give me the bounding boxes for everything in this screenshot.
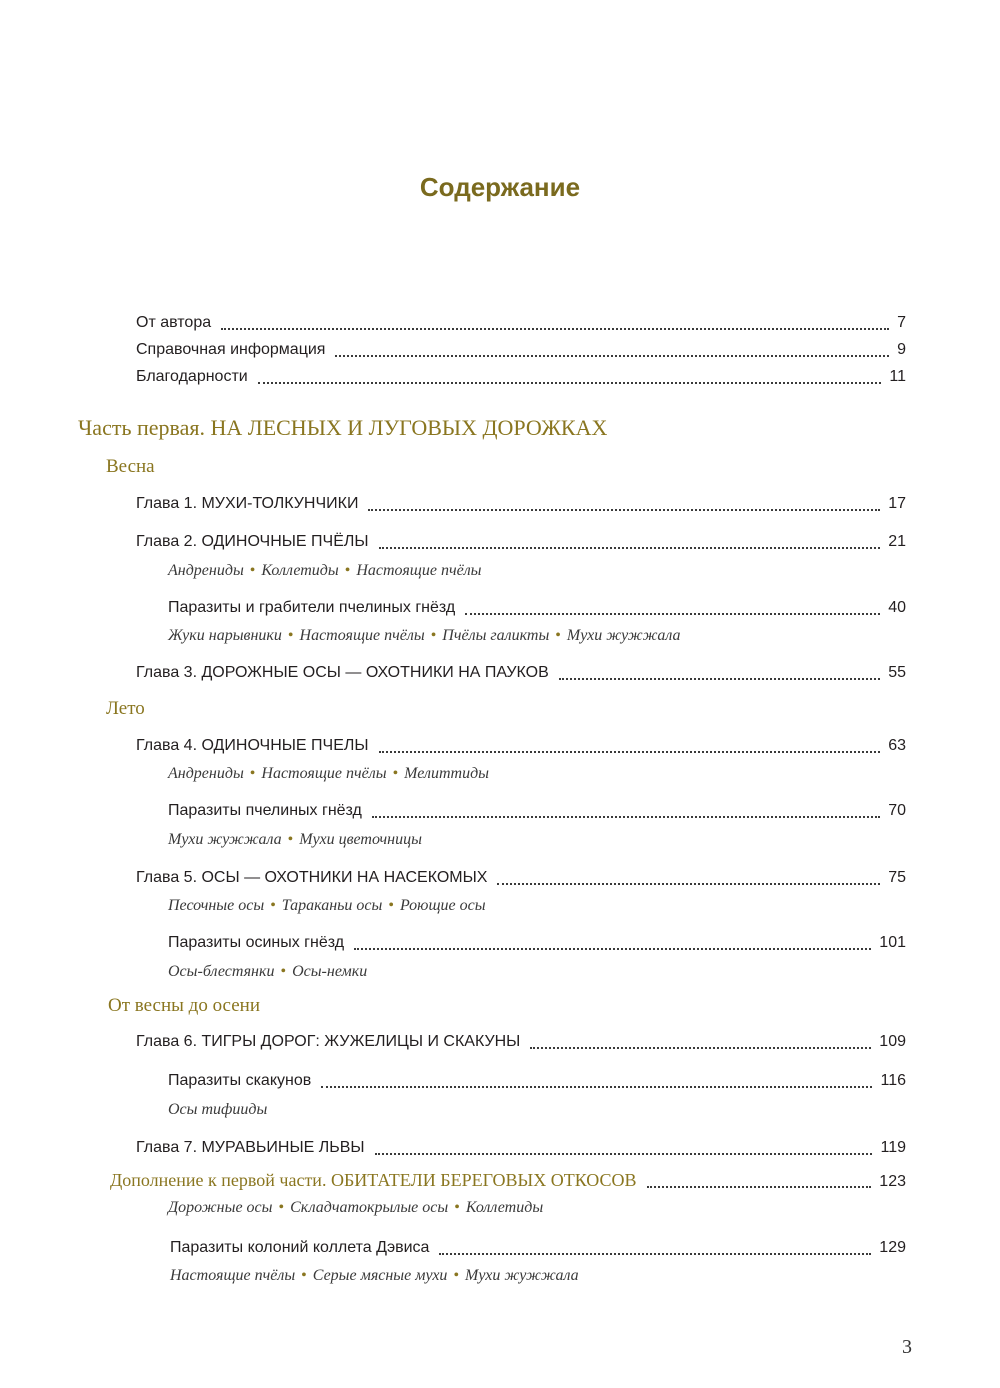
bullet-icon: • <box>287 831 294 848</box>
entry-page: 116 <box>880 1072 906 1089</box>
bullet-icon: • <box>392 765 399 782</box>
bullet-icon: • <box>287 627 294 644</box>
toc-entry-ch6[interactable] <box>136 1032 906 1052</box>
entry-label: Глава 2. ОДИНОЧНЫЕ ПЧЁЛЫ <box>136 533 369 550</box>
toc-entry-ch7[interactable] <box>136 1138 906 1158</box>
subtopic: Тараканьи осы <box>281 897 383 914</box>
subtopic: Дорожные осы <box>168 1199 273 1216</box>
bullet-icon: • <box>249 562 256 579</box>
subtopic: Мухи жужжала <box>566 627 681 644</box>
entry-page: 119 <box>880 1139 906 1156</box>
subtopics <box>168 626 681 646</box>
subtopics <box>168 1100 267 1120</box>
toc-entry-tiger-parasites[interactable] <box>168 1071 906 1091</box>
toc-entry-colletes-parasites[interactable] <box>170 1238 906 1258</box>
subtopic: Андрениды <box>168 562 244 579</box>
subtopics <box>168 1198 543 1218</box>
bullet-icon: • <box>270 897 276 914</box>
toc-entry-parasites-robbers[interactable] <box>168 598 906 618</box>
toc-entry-ch5[interactable] <box>136 868 906 888</box>
toc-entry-ch2[interactable] <box>136 532 906 552</box>
subtopics <box>168 561 482 581</box>
season-summer: Лето <box>106 698 145 719</box>
subtopic: Осы тифииды <box>168 1101 268 1118</box>
part-one-title[interactable]: Часть первая. НА ЛЕСНЫХ И ЛУГОВЫХ ДОРОЖКАХ <box>78 415 608 440</box>
toc-entry-reference[interactable] <box>136 340 906 360</box>
toc-entry-author[interactable] <box>136 313 906 333</box>
subtopic: Пчёлы галикты <box>442 627 550 644</box>
dot-leader <box>530 1047 871 1049</box>
dot-leader <box>321 1086 872 1088</box>
entry-page: 17 <box>888 495 906 512</box>
subtopic: Серые мясные мухи <box>312 1267 448 1284</box>
toc-entry-wasp-parasites[interactable] <box>168 933 906 953</box>
bullet-icon: • <box>453 1267 460 1284</box>
dot-leader <box>335 355 889 357</box>
entry-page: 9 <box>897 341 906 358</box>
entry-page: 21 <box>888 533 906 550</box>
entry-page: 75 <box>888 869 906 886</box>
toc-entry-ch3[interactable] <box>136 663 906 683</box>
entry-label: Паразиты пчелиных гнёзд <box>168 802 362 819</box>
dot-leader <box>559 678 880 680</box>
toc-entry-ch1[interactable] <box>136 494 906 514</box>
dot-leader <box>372 816 880 818</box>
entry-label: Глава 6. ТИГРЫ ДОРОГ: ЖУЖЕЛИЦЫ И СКАКУНЫ <box>136 1033 521 1050</box>
dot-leader <box>221 328 889 330</box>
subtopic: Складчатокрылые осы <box>290 1199 449 1216</box>
dot-leader <box>354 948 871 950</box>
entry-label: Справочная информация <box>136 341 326 358</box>
toc-entry-ch4[interactable] <box>136 736 906 756</box>
dot-leader <box>465 613 880 615</box>
subtopic: Настоящие пчёлы <box>356 562 482 579</box>
entry-label: Дополнение к первой части. ОБИТАТЕЛИ БЕРЕГОВЫХ ОТКОСОВ <box>110 1170 637 1190</box>
toc-entry-thanks[interactable] <box>136 367 906 387</box>
entry-label: Глава 5. ОСЫ — ОХОТНИКИ НА НАСЕКОМЫХ <box>136 869 488 886</box>
entry-label: Паразиты осиных гнёзд <box>168 934 345 951</box>
dot-leader <box>439 1253 871 1255</box>
dot-leader <box>368 509 880 511</box>
dot-leader <box>258 382 882 384</box>
entry-page: 63 <box>888 737 906 754</box>
dot-leader <box>379 751 881 753</box>
subtopic: Песочные осы <box>168 897 265 914</box>
subtopics <box>168 896 486 916</box>
bullet-icon: • <box>278 1199 285 1216</box>
subtopics <box>168 830 422 850</box>
page-number: 3 <box>902 1336 912 1358</box>
toc-entry-addendum[interactable] <box>110 1170 906 1192</box>
toc-entry-bee-parasites[interactable] <box>168 801 906 821</box>
subtopic: Настоящие пчёлы <box>261 765 387 782</box>
dot-leader <box>375 1153 873 1155</box>
entry-page: 55 <box>888 664 906 681</box>
entry-page: 7 <box>897 314 906 331</box>
subtopic: Андрениды <box>168 765 244 782</box>
entry-label: Глава 7. МУРАВЬИНЫЕ ЛЬВЫ <box>136 1139 365 1156</box>
bullet-icon: • <box>344 562 351 579</box>
subtopics <box>168 764 489 784</box>
bullet-icon: • <box>555 627 561 644</box>
subtopic: Мухи цветочницы <box>299 831 422 848</box>
subtopic: Мелиттиды <box>404 765 489 782</box>
subtopic: Жуки нарывники <box>168 627 282 644</box>
dot-leader <box>379 547 881 549</box>
subtopic: Осы-немки <box>292 963 368 980</box>
subtopic: Настоящие пчёлы <box>299 627 425 644</box>
entry-label: Паразиты колоний коллета Дэвиса <box>170 1239 430 1256</box>
subtopic: Коллетиды <box>261 562 339 579</box>
subtopic: Осы-блестянки <box>168 963 275 980</box>
dot-leader <box>647 1186 872 1188</box>
entry-label: Паразиты и грабители пчелиных гнёзд <box>168 599 456 616</box>
subtopic: Роющие осы <box>399 897 486 914</box>
subtopic: Мухи жужжала <box>465 1267 579 1284</box>
entry-label: Благодарности <box>136 368 248 385</box>
bullet-icon: • <box>301 1267 307 1284</box>
subtopics <box>170 1266 579 1286</box>
subtopic: Мухи жужжала <box>168 831 282 848</box>
entry-page: 109 <box>879 1033 906 1050</box>
entry-label: Глава 3. ДОРОЖНЫЕ ОСЫ — ОХОТНИКИ НА ПАУКОВ <box>136 664 549 681</box>
bullet-icon: • <box>249 765 256 782</box>
bullet-icon: • <box>430 627 437 644</box>
entry-label: Глава 4. ОДИНОЧНЫЕ ПЧЕЛЫ <box>136 737 369 754</box>
bullet-icon: • <box>454 1199 460 1216</box>
entry-page: 40 <box>888 599 906 616</box>
entry-page: 129 <box>879 1239 906 1256</box>
season-spring-autumn: От весны до осени <box>108 995 260 1016</box>
entry-page: 123 <box>879 1173 906 1190</box>
entry-label: От автора <box>136 314 212 331</box>
entry-label: Глава 1. МУХИ-ТОЛКУНЧИКИ <box>136 495 359 512</box>
subtopic: Коллетиды <box>465 1199 544 1216</box>
season-spring: Весна <box>106 456 155 477</box>
entry-label: Паразиты скакунов <box>168 1072 312 1089</box>
subtopics <box>168 962 367 982</box>
entry-page: 101 <box>879 934 906 951</box>
bullet-icon: • <box>388 897 394 914</box>
entry-page: 11 <box>889 368 906 385</box>
dot-leader <box>497 883 880 885</box>
subtopic: Настоящие пчёлы <box>170 1267 296 1284</box>
entry-page: 70 <box>888 802 906 819</box>
bullet-icon: • <box>280 963 287 980</box>
page-title: Содержание <box>419 172 581 202</box>
